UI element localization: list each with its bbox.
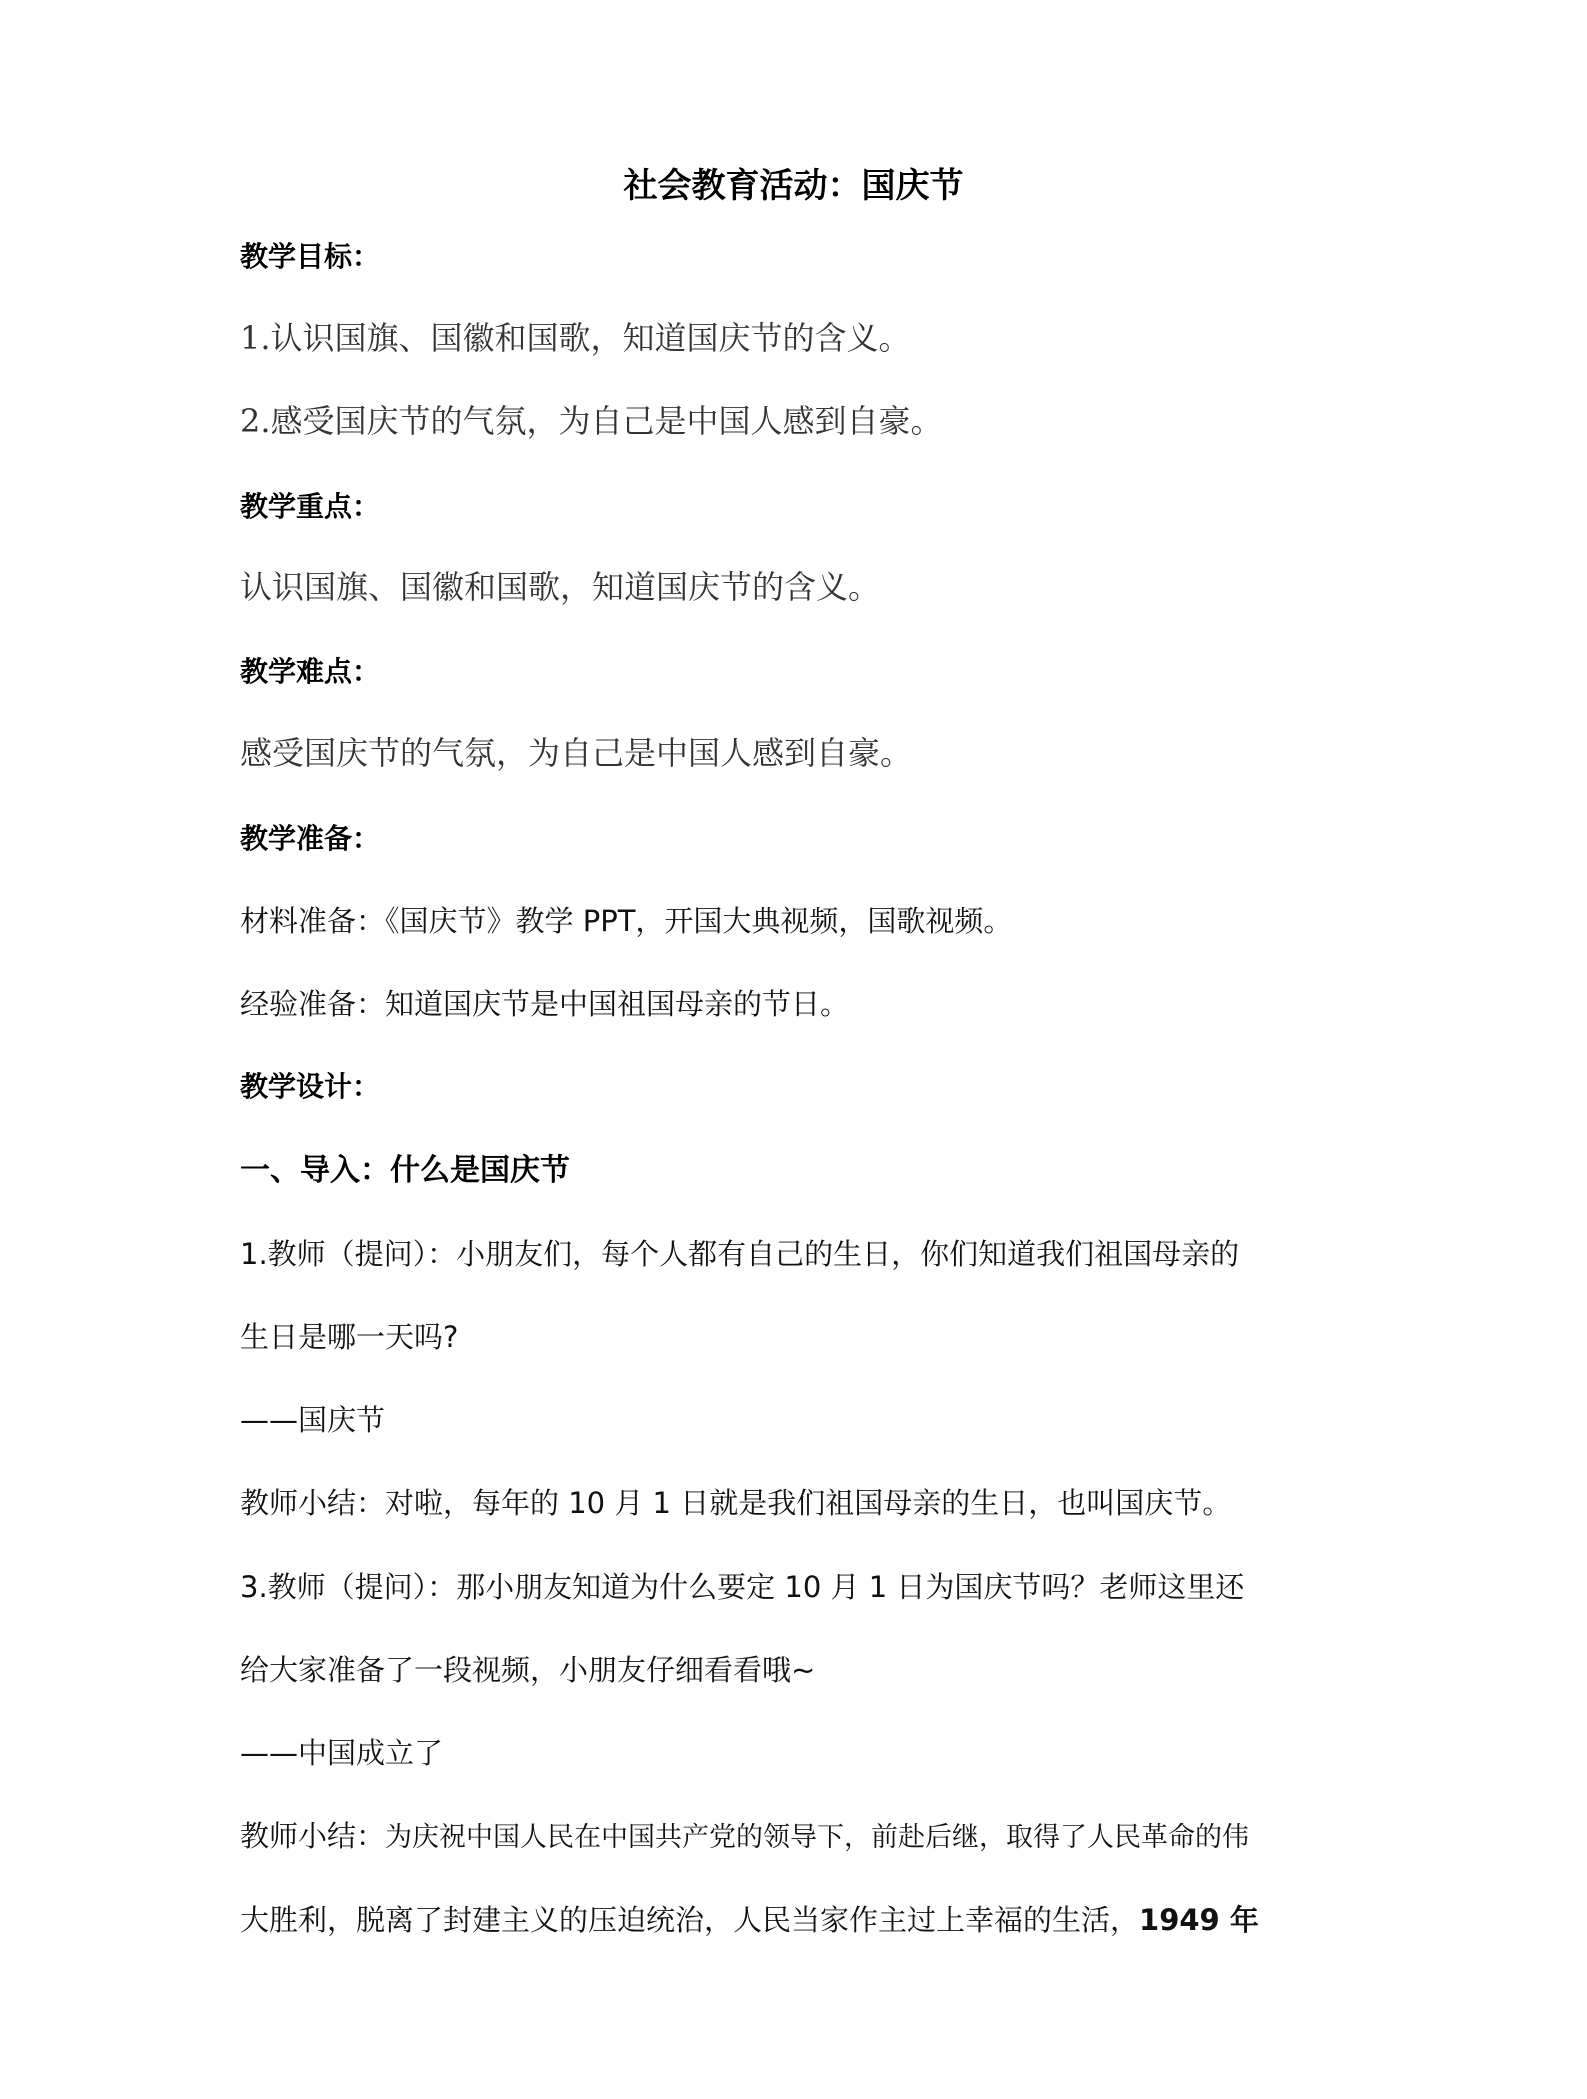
question-3-line-2: 给大家准备了一段视频，小朋友仔细看看哦~ [240, 1653, 816, 1687]
prep-heading: 教学准备： [240, 822, 381, 855]
answer-1: ——国庆节 [240, 1403, 386, 1437]
year-emphasis: 1949 年 [1139, 1903, 1259, 1937]
question-1-line-2: 生日是哪一天吗? [240, 1320, 459, 1354]
question-3-line-1: 3.教师（提问）：那小朋友知道为什么要定 10 月 1 日为国庆节吗？老师这里还 [240, 1570, 1245, 1604]
teacher-summary-2-line-2 [240, 1903, 1259, 1937]
teacher-summary-2-line-1 [240, 1819, 1250, 1853]
key-text: 认识国旗、国徽和国歌，知道国庆节的含义。 [240, 568, 881, 606]
goal-1: 1.认识国旗、国徽和国歌，知道国庆节的含义。 [240, 319, 911, 357]
part1-heading: 一、导入：什么是国庆节 [240, 1153, 570, 1188]
difficulty-heading: 教学难点： [240, 655, 381, 688]
teacher-summary-1: 教师小结：对啦，每年的 10 月 1 日就是我们祖国母亲的生日，也叫国庆节。 [240, 1486, 1232, 1520]
prep-experience: 经验准备：知道国庆节是中国祖国母亲的节日。 [240, 987, 850, 1021]
answer-3: ——中国成立了 [240, 1736, 444, 1770]
key-heading: 教学重点： [240, 490, 381, 523]
summary-text: 为庆祝中国人民在中国共产党的领导下，前赴后继，取得了人民革命的伟 [385, 1822, 1250, 1853]
design-heading: 教学设计： [240, 1070, 381, 1103]
question-1-line-1: 1.教师（提问）：小朋友们，每个人都有自己的生日，你们知道我们祖国母亲的 [240, 1237, 1240, 1271]
goals-heading: 教学目标： [240, 240, 381, 273]
difficulty-text: 感受国庆节的气氛，为自己是中国人感到自豪。 [240, 734, 913, 772]
summary-label: 教师小结： [240, 1819, 386, 1853]
prep-material: 材料准备：《国庆节》教学 PPT，开国大典视频，国歌视频。 [240, 904, 1013, 938]
summary-text-2: 大胜利，脱离了封建主义的压迫统治，人民当家作主过上幸福的生活， [240, 1903, 1140, 1937]
page-title: 社会教育活动：国庆节 [623, 166, 964, 206]
goal-2: 2.感受国庆节的气氛，为自己是中国人感到自豪。 [240, 402, 943, 440]
